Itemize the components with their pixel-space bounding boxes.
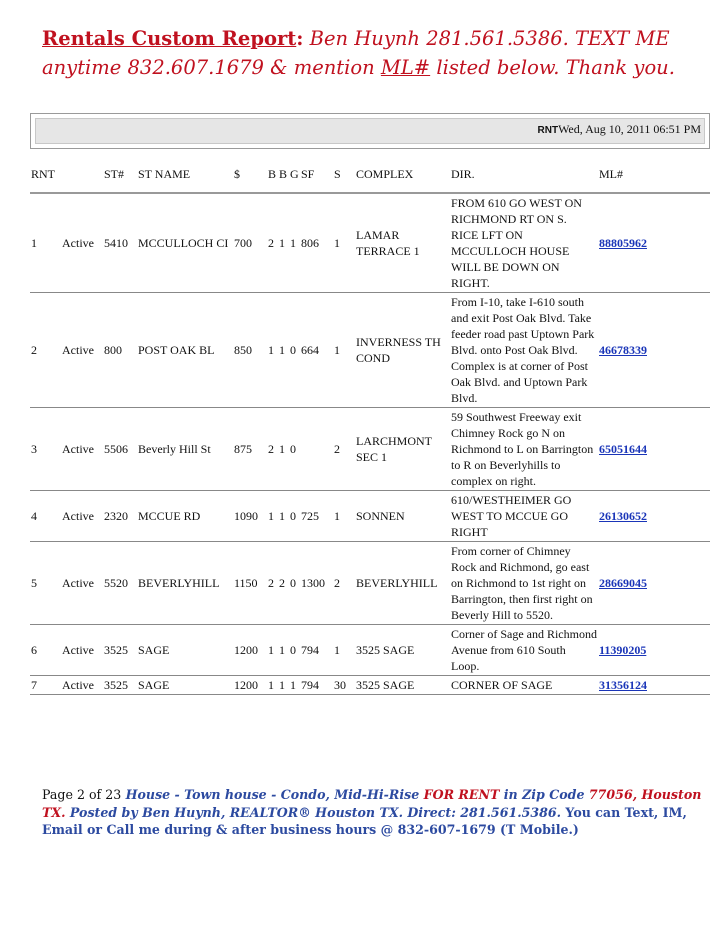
cell-complex-name: LARCHMONT SEC 1 <box>355 408 450 491</box>
cell-row-number: 5 <box>30 542 61 625</box>
cell-stories: 1 <box>333 193 355 293</box>
table-header-row <box>30 156 710 193</box>
ml-number-link[interactable]: 11390205 <box>599 643 647 657</box>
cell-directions: Corner of Sage and Richmond Avenue from 610 South Loop. <box>450 625 598 676</box>
cell-square-feet <box>300 408 333 491</box>
cell-street-number: 5410 <box>103 193 137 293</box>
ml-cell <box>598 408 710 491</box>
cell-street-number: 5520 <box>103 542 137 625</box>
cell-baths: 1 <box>278 625 289 676</box>
cell-street-number: 3525 <box>103 676 137 695</box>
cell-garage: 0 <box>289 625 300 676</box>
table-row <box>30 293 710 408</box>
cell-baths: 1 <box>278 293 289 408</box>
table-row <box>30 408 710 491</box>
cell-directions: 610/WESTHEIMER GO WEST TO MCCUE GO RIGHT <box>450 491 598 542</box>
listings-table <box>30 156 710 695</box>
cell-street-name: SAGE <box>137 625 233 676</box>
cell-square-feet: 794 <box>300 676 333 695</box>
cell-square-feet: 664 <box>300 293 333 408</box>
cell-directions: FROM 610 GO WEST ON RICHMOND RT ON S. RICE LFT ON MCCULLOCH HOUSE WILL BE DOWN ON RIGHT. <box>450 193 598 293</box>
page-footer <box>42 786 722 839</box>
cell-garage: 1 <box>289 676 300 695</box>
ml-cell <box>598 542 710 625</box>
of-word: of <box>84 787 106 802</box>
cell-street-name: MCCUE RD <box>137 491 233 542</box>
cell-price: 700 <box>233 193 267 293</box>
cell-street-number: 5506 <box>103 408 137 491</box>
table-row <box>30 491 710 542</box>
cell-complex-name: BEVERLYHILL <box>355 542 450 625</box>
report-timestamp <box>538 122 702 137</box>
cell-street-name: Beverly Hill St <box>137 408 233 491</box>
report-stamp-box <box>30 113 710 149</box>
cell-baths: 1 <box>278 676 289 695</box>
stamp-label: RNT <box>537 125 559 136</box>
cell-directions: From I-10, take I-610 south and exit Post Oak Blvd. Take feeder road past Uptown Park Blvd. onto Post Oak Blvd. Complex is at corner of Post Oak Blvd. and Uptown Park Blvd. <box>450 293 598 408</box>
cell-price: 850 <box>233 293 267 408</box>
cell-complex-name: SONNEN <box>355 491 450 542</box>
ml-number-link[interactable]: 46678339 <box>599 343 647 357</box>
page-word: Page <box>42 787 77 802</box>
cell-status: Active <box>61 408 103 491</box>
col-header-sqft: SF <box>300 156 333 193</box>
cell-status: Active <box>61 625 103 676</box>
ml-number-link[interactable]: 31356124 <box>599 678 647 692</box>
cell-beds: 1 <box>267 625 278 676</box>
cell-row-number: 3 <box>30 408 61 491</box>
table-row <box>30 676 710 695</box>
ml-cell <box>598 193 710 293</box>
cell-row-number: 6 <box>30 625 61 676</box>
zip-location: 77056, Houston TX. <box>42 787 702 820</box>
cell-status: Active <box>61 676 103 695</box>
cell-beds: 2 <box>267 193 278 293</box>
cell-directions: CORNER OF SAGE <box>450 676 598 695</box>
ml-word: ML# <box>380 56 431 79</box>
cell-square-feet: 806 <box>300 193 333 293</box>
cell-status: Active <box>61 293 103 408</box>
realtor-credit: Posted by Ben Huynh, REALTOR® Houston TX. Direct: 281.561.5386. <box>65 804 562 820</box>
cell-garage: 1 <box>289 193 300 293</box>
property-types: House - Town house - Condo, Mid-Hi-Rise <box>121 787 424 802</box>
table-row <box>30 625 710 676</box>
cell-price: 1150 <box>233 542 267 625</box>
cell-baths: 1 <box>278 408 289 491</box>
cell-stories: 2 <box>333 542 355 625</box>
cell-square-feet: 1300 <box>300 542 333 625</box>
cell-beds: 2 <box>267 542 278 625</box>
cell-directions: From corner of Chimney Rock and Richmond, go east on Richmond to 1st right on Barrington, then first right on Beverly Hill to 5520. <box>450 542 598 625</box>
ml-number-link[interactable]: 26130652 <box>599 509 647 523</box>
cell-row-number: 4 <box>30 491 61 542</box>
cell-complex-name: LAMAR TERRACE 1 <box>355 193 450 293</box>
cell-street-number: 2320 <box>103 491 137 542</box>
ml-number-link[interactable]: 88805962 <box>599 236 647 250</box>
ml-cell <box>598 676 710 695</box>
cell-street-name: BEVERLYHILL <box>137 542 233 625</box>
cell-complex-name: INVERNESS TH COND <box>355 293 450 408</box>
cell-baths: 2 <box>278 542 289 625</box>
cell-garage: 0 <box>289 491 300 542</box>
cell-stories: 1 <box>333 625 355 676</box>
cell-garage: 0 <box>289 408 300 491</box>
cell-square-feet: 794 <box>300 625 333 676</box>
ml-number-link[interactable]: 28669045 <box>599 576 647 590</box>
cell-directions: 59 Southwest Freeway exit Chimney Rock go N on Richmond to L on Barrington to R on Beverlyhills to complex on right. <box>450 408 598 491</box>
title-colon: : <box>296 27 304 50</box>
ml-cell <box>598 625 710 676</box>
col-header-price: $ <box>233 156 267 193</box>
cell-price: 1200 <box>233 625 267 676</box>
zip-label: in Zip Code <box>499 787 589 802</box>
ml-cell <box>598 293 710 408</box>
stamp-datetime: Wed, Aug 10, 2011 06:51 PM <box>558 122 701 136</box>
cell-beds: 1 <box>267 676 278 695</box>
col-header-baths: B <box>278 156 289 193</box>
for-rent-label: FOR RENT <box>423 787 500 802</box>
col-header-rnt: RNT <box>30 156 61 193</box>
col-header-st-name: ST NAME <box>137 156 233 193</box>
cell-status: Active <box>61 542 103 625</box>
cell-square-feet: 725 <box>300 491 333 542</box>
cell-street-name: MCCULLOCH CI <box>137 193 233 293</box>
cell-complex-name: 3525 SAGE <box>355 676 450 695</box>
cell-status: Active <box>61 491 103 542</box>
cell-street-number: 800 <box>103 293 137 408</box>
table-row <box>30 193 710 293</box>
ml-cell <box>598 491 710 542</box>
cell-baths: 1 <box>278 491 289 542</box>
col-header-directions: DIR. <box>450 156 598 193</box>
cell-complex-name: 3525 SAGE <box>355 625 450 676</box>
cell-baths: 1 <box>278 193 289 293</box>
cell-stories: 1 <box>333 491 355 542</box>
contact-hours: You can Text, IM, Email or Call me during & after business hours @ 832-607-1679 (T Mobile.) <box>42 804 687 837</box>
ml-number-link[interactable]: 65051644 <box>599 442 647 456</box>
col-header-complex: COMPLEX <box>355 156 450 193</box>
cell-row-number: 1 <box>30 193 61 293</box>
cell-garage: 0 <box>289 293 300 408</box>
col-header-status <box>61 156 103 193</box>
report-title: Rentals Custom Report <box>42 27 297 50</box>
cell-street-name: POST OAK BL <box>137 293 233 408</box>
cell-row-number: 7 <box>30 676 61 695</box>
contact-outro: listed below. Thank you. <box>430 56 675 79</box>
col-header-st-num: ST# <box>103 156 137 193</box>
cell-price: 1200 <box>233 676 267 695</box>
page-total: 23 <box>105 787 122 802</box>
cell-stories: 2 <box>333 408 355 491</box>
cell-beds: 1 <box>267 293 278 408</box>
col-header-garage: G <box>289 156 300 193</box>
cell-price: 1090 <box>233 491 267 542</box>
cell-stories: 30 <box>333 676 355 695</box>
col-header-ml: ML# <box>598 156 710 193</box>
page-number: 2 <box>76 787 85 802</box>
cell-garage: 0 <box>289 542 300 625</box>
contact-intro: Ben Huynh 281.561.5386. TEXT ME anytime 832.607.1679 & mention <box>42 27 670 79</box>
report-header <box>42 24 722 82</box>
cell-street-name: SAGE <box>137 676 233 695</box>
cell-price: 875 <box>233 408 267 491</box>
col-header-stories: S <box>333 156 355 193</box>
cell-stories: 1 <box>333 293 355 408</box>
cell-row-number: 2 <box>30 293 61 408</box>
col-header-beds: B <box>267 156 278 193</box>
cell-beds: 1 <box>267 491 278 542</box>
cell-beds: 2 <box>267 408 278 491</box>
table-row <box>30 542 710 625</box>
cell-status: Active <box>61 193 103 293</box>
cell-street-number: 3525 <box>103 625 137 676</box>
